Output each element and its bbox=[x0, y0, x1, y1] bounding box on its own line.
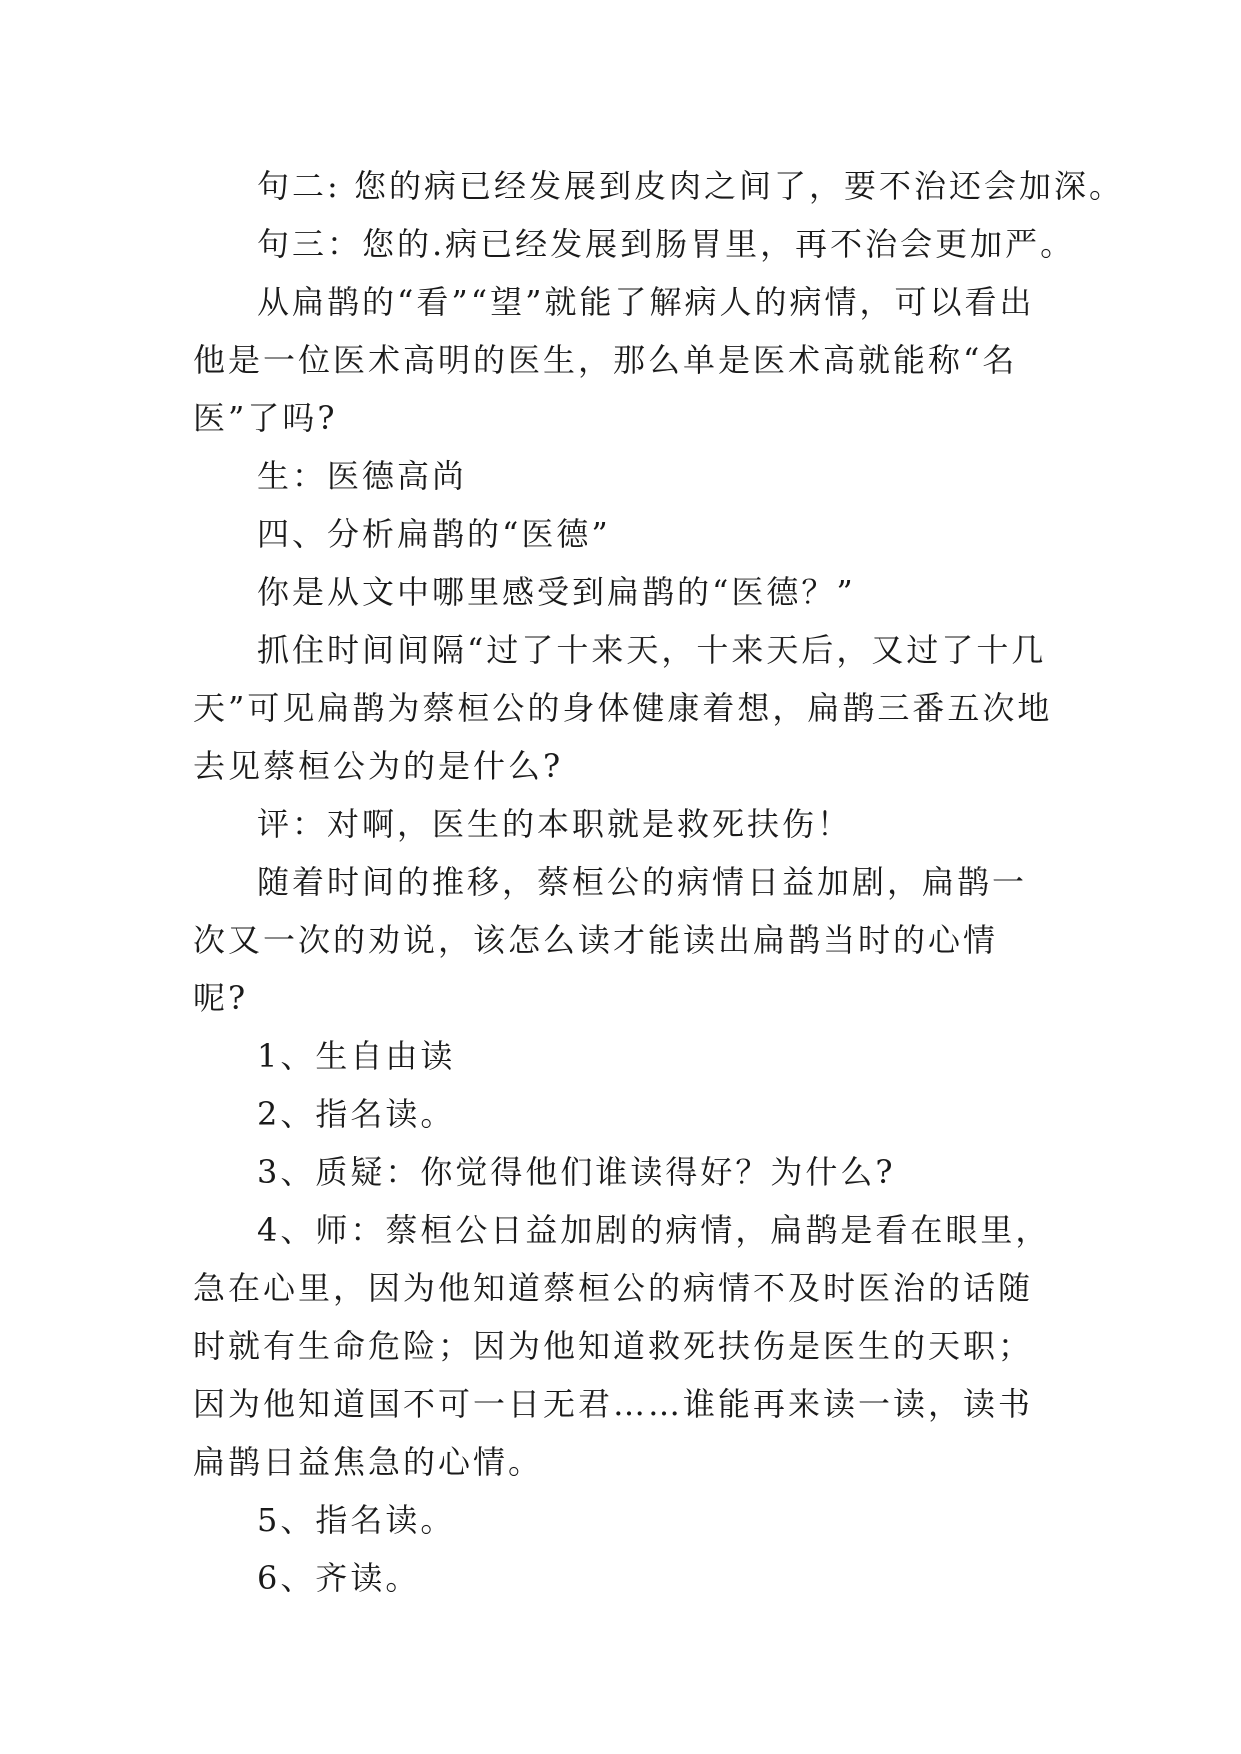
section-heading-medical-ethics: 四、分析扁鹊的“医德” bbox=[257, 515, 611, 553]
paragraph-comment: 评：对啊，医生的本职就是救死扶伤！ bbox=[257, 805, 853, 843]
paragraph-ethics-question: 你是从文中哪里感受到扁鹊的“医德？” bbox=[257, 573, 856, 611]
paragraph-student-answer: 生：医德高尚 bbox=[257, 457, 468, 495]
paragraph-sentence-three: 句三：您的.病已经发展到肠胃里，再不治会更加严。 bbox=[257, 225, 1076, 263]
paragraph-famous-doctor-question: 从扁鹊的“看”“望”就能了解病人的病情，可以看出他是一位医术高明的医生，那么单是医术高就能称“名医”了吗? bbox=[193, 283, 1035, 437]
list-item-named-reading: 2、指名读。 bbox=[257, 1095, 456, 1133]
paragraph-time-interval: 抓住时间间隔“过了十来天，十来天后，又过了十几天”可见扁鹊为蔡桓公的身体健康着想，扁鹊三番五次地去见蔡桓公为的是什么? bbox=[193, 631, 1053, 785]
list-item-question: 3、质疑：你觉得他们谁读得好？为什么? bbox=[257, 1153, 896, 1191]
list-item-named-reading-again: 5、指名读。 bbox=[257, 1501, 456, 1539]
paragraph-reading-question: 随着时间的推移，蔡桓公的病情日益加剧，扁鹊一次又一次的劝说，该怎么读才能读出扁鹊当时的心情呢? bbox=[193, 863, 1028, 1017]
list-item-free-reading: 1、生自由读 bbox=[257, 1037, 456, 1075]
list-item-teacher-explanation: 4、师：蔡桓公日益加剧的病情，扁鹊是看在眼里，急在心里，因为他知道蔡桓公的病情不及时医治的话随时就有生命危险；因为他知道救死扶伤是医生的天职；因为他知道国不可一日无君……谁能再来读一读，读书扁鹊日益焦急的心情。 bbox=[193, 1211, 1051, 1481]
list-item-group-reading: 6、齐读。 bbox=[257, 1559, 421, 1597]
paragraph-sentence-two: 句二: 您的病已经发展到皮肉之间了，要不治还会加深。 bbox=[257, 167, 1124, 205]
document-body bbox=[193, 157, 1124, 1607]
